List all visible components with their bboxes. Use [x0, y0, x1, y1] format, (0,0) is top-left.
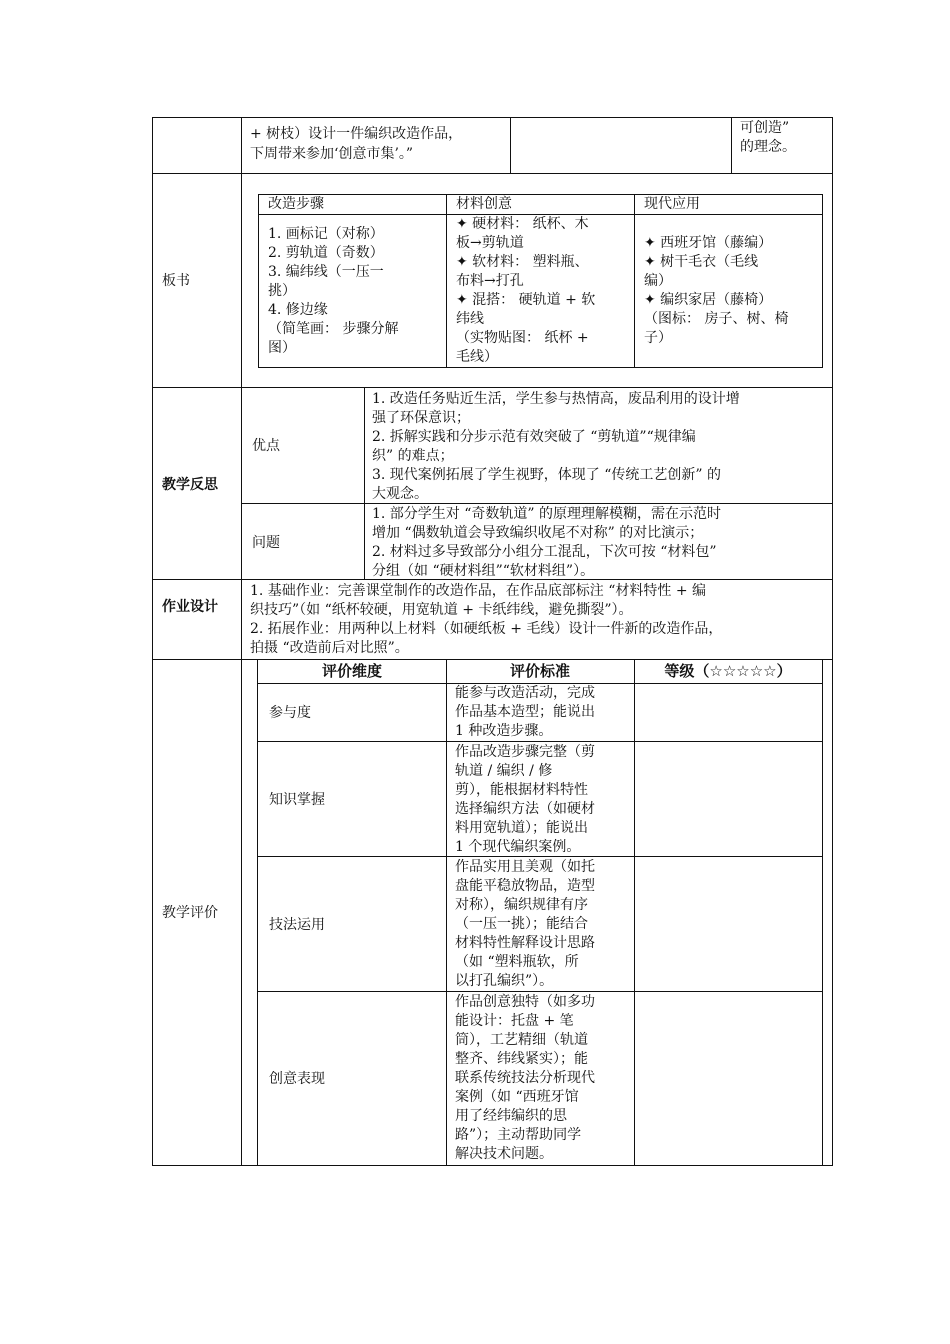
- list-item: ✦ 编织家居（藤椅）: [644, 292, 773, 308]
- list-item: 拍摄 “改造前后对比照”。: [250, 640, 409, 656]
- eval-header-criteria: 评价标准: [509, 662, 570, 680]
- list-item: 毛线）: [456, 349, 498, 365]
- eval-dimension: 创意表现: [269, 1071, 325, 1087]
- eval-criteria-line: 用了经纬编织的思: [455, 1108, 567, 1124]
- eval-criteria-line: 筒），工艺精细（轨道: [455, 1032, 588, 1048]
- eval-criteria-line: 盘能平稳放物品，造型: [455, 878, 595, 894]
- list-item: ✦ 混搭： 硬轨道 + 软: [456, 292, 596, 308]
- list-item: 2. 剪轨道（奇数）: [268, 245, 384, 261]
- eval-criteria-line: 作品实用且美观（如托: [455, 859, 595, 875]
- eval-criteria-line: 对称），编织规律有序: [455, 897, 588, 913]
- list-item: （实物贴图： 纸杯 +: [456, 330, 589, 346]
- eval-criteria-line: 解决技术问题。: [455, 1146, 553, 1162]
- eval-header-grade: 等级（☆☆☆☆☆）: [664, 662, 792, 680]
- board-header-materials: 材料创意: [456, 196, 512, 212]
- eval-criteria-line: 案例（如 “西班牙馆: [455, 1089, 579, 1105]
- board-label: 板书: [162, 273, 190, 289]
- list-item: （图标： 房子、树、椅: [644, 311, 789, 327]
- eval-criteria-line: 整齐、纬线紧实）；能: [455, 1051, 588, 1067]
- top-row-text-2: 下周带来参加‘创意市集’。”: [250, 146, 414, 162]
- list-item: 1. 画标记（对称）: [268, 226, 384, 242]
- list-item: 2. 材料过多导致部分小组分工混乱，下次可按 “材料包”: [372, 544, 717, 560]
- list-item: 编）: [644, 273, 672, 289]
- eval-criteria-line: 能设计：托盘 + 笔: [455, 1013, 574, 1029]
- list-item: 分组（如 “硬材料组”“软材料组”）。: [372, 563, 595, 579]
- reflection-label: 教学反思: [162, 477, 218, 493]
- eval-header-dimension: 评价维度: [321, 662, 382, 680]
- eval-dimension: 技法运用: [269, 917, 325, 933]
- eval-criteria-line: 作品创意独特（如多功: [455, 994, 595, 1010]
- eval-criteria-line: 作品改造步骤完整（剪: [455, 744, 595, 760]
- eval-criteria-line: （如 “塑料瓶软，所: [455, 954, 579, 970]
- list-item: ✦ 软材料： 塑料瓶、: [456, 254, 589, 270]
- list-item: 大观念。: [372, 486, 428, 502]
- eval-criteria-line: 1 个现代编织案例。: [455, 839, 581, 855]
- list-item: 纬线: [456, 311, 484, 327]
- list-item: 4. 修边缘: [268, 302, 328, 318]
- list-item: 1. 部分学生对 “奇数轨道” 的原理理解模糊，需在示范时: [372, 506, 722, 522]
- list-item: 增加 “偶数轨道会导致编织收尾不对称” 的对比演示；: [372, 525, 704, 541]
- eval-dimension: 知识掌握: [269, 792, 325, 808]
- issues-label: 问题: [252, 535, 280, 551]
- top-row-right-1: 可创造”: [740, 120, 790, 136]
- eval-criteria-line: 选择编织方法（如硬材: [455, 801, 595, 817]
- list-item: 板→剪轨道: [456, 235, 524, 251]
- top-row-text-1: + 树枝）设计一件编织改造作品，: [250, 126, 463, 142]
- homework-label: 作业设计: [162, 599, 218, 615]
- eval-criteria-line: 轨道 / 编织 / 修: [455, 763, 553, 779]
- list-item: 3. 编纬线（一压一: [268, 264, 384, 280]
- eval-criteria-line: 材料特性解释设计思路: [455, 935, 595, 951]
- eval-criteria-line: 能参与改造活动，完成: [455, 685, 595, 701]
- list-item: （简笔画： 步骤分解: [268, 321, 399, 337]
- list-item: 图）: [268, 340, 296, 356]
- list-item: ✦ 硬材料： 纸杯、木: [456, 216, 589, 232]
- pros-label: 优点: [252, 438, 280, 454]
- list-item: 子）: [644, 330, 672, 346]
- board-header-steps: 改造步骤: [268, 196, 324, 212]
- eval-criteria-line: 路”）；主动帮助同学: [455, 1127, 582, 1143]
- list-item: 挑）: [268, 283, 296, 299]
- board-header-applications: 现代应用: [644, 196, 700, 212]
- list-item: 1. 基础作业：完善课堂制作的改造作品，在作品底部标注 “材料特性 + 编: [250, 583, 707, 599]
- top-row-right-2: 的理念。: [740, 139, 796, 155]
- evaluation-label: 教学评价: [162, 905, 218, 921]
- eval-criteria-line: 剪），能根据材料特性: [455, 782, 588, 798]
- list-item: 强了环保意识；: [372, 410, 470, 426]
- list-item: 1. 改造任务贴近生活，学生参与热情高，废品利用的设计增: [372, 391, 740, 407]
- eval-criteria-line: 作品基本造型；能说出: [455, 704, 595, 720]
- list-item: ✦ 树干毛衣（毛线: [644, 254, 759, 270]
- list-item: 织技巧”（如 “纸杯较硬，用宽轨道 + 卡纸纬线，避免撕裂”）。: [250, 602, 633, 618]
- list-item: 2. 拆解实践和分步示范有效突破了 “剪轨道”“规律编: [372, 429, 696, 445]
- list-item: 2. 拓展作业：用两种以上材料（如硬纸板 + 毛线）设计一件新的改造作品，: [250, 621, 723, 637]
- eval-criteria-line: 料用宽轨道）；能说出: [455, 820, 588, 836]
- list-item: ✦ 西班牙馆（藤编）: [644, 235, 773, 251]
- eval-criteria-line: （一压一挑）；能结合: [455, 916, 588, 932]
- eval-criteria-line: 联系传统技法分析现代: [455, 1070, 595, 1086]
- eval-criteria-line: 以打孔编织”）。: [455, 973, 554, 989]
- list-item: 布料→打孔: [456, 273, 524, 289]
- list-item: 3. 现代案例拓展了学生视野，体现了 “传统工艺创新” 的: [372, 467, 722, 483]
- list-item: 织” 的难点；: [372, 448, 454, 464]
- eval-dimension: 参与度: [269, 705, 311, 721]
- eval-criteria-line: 1 种改造步骤。: [455, 723, 553, 739]
